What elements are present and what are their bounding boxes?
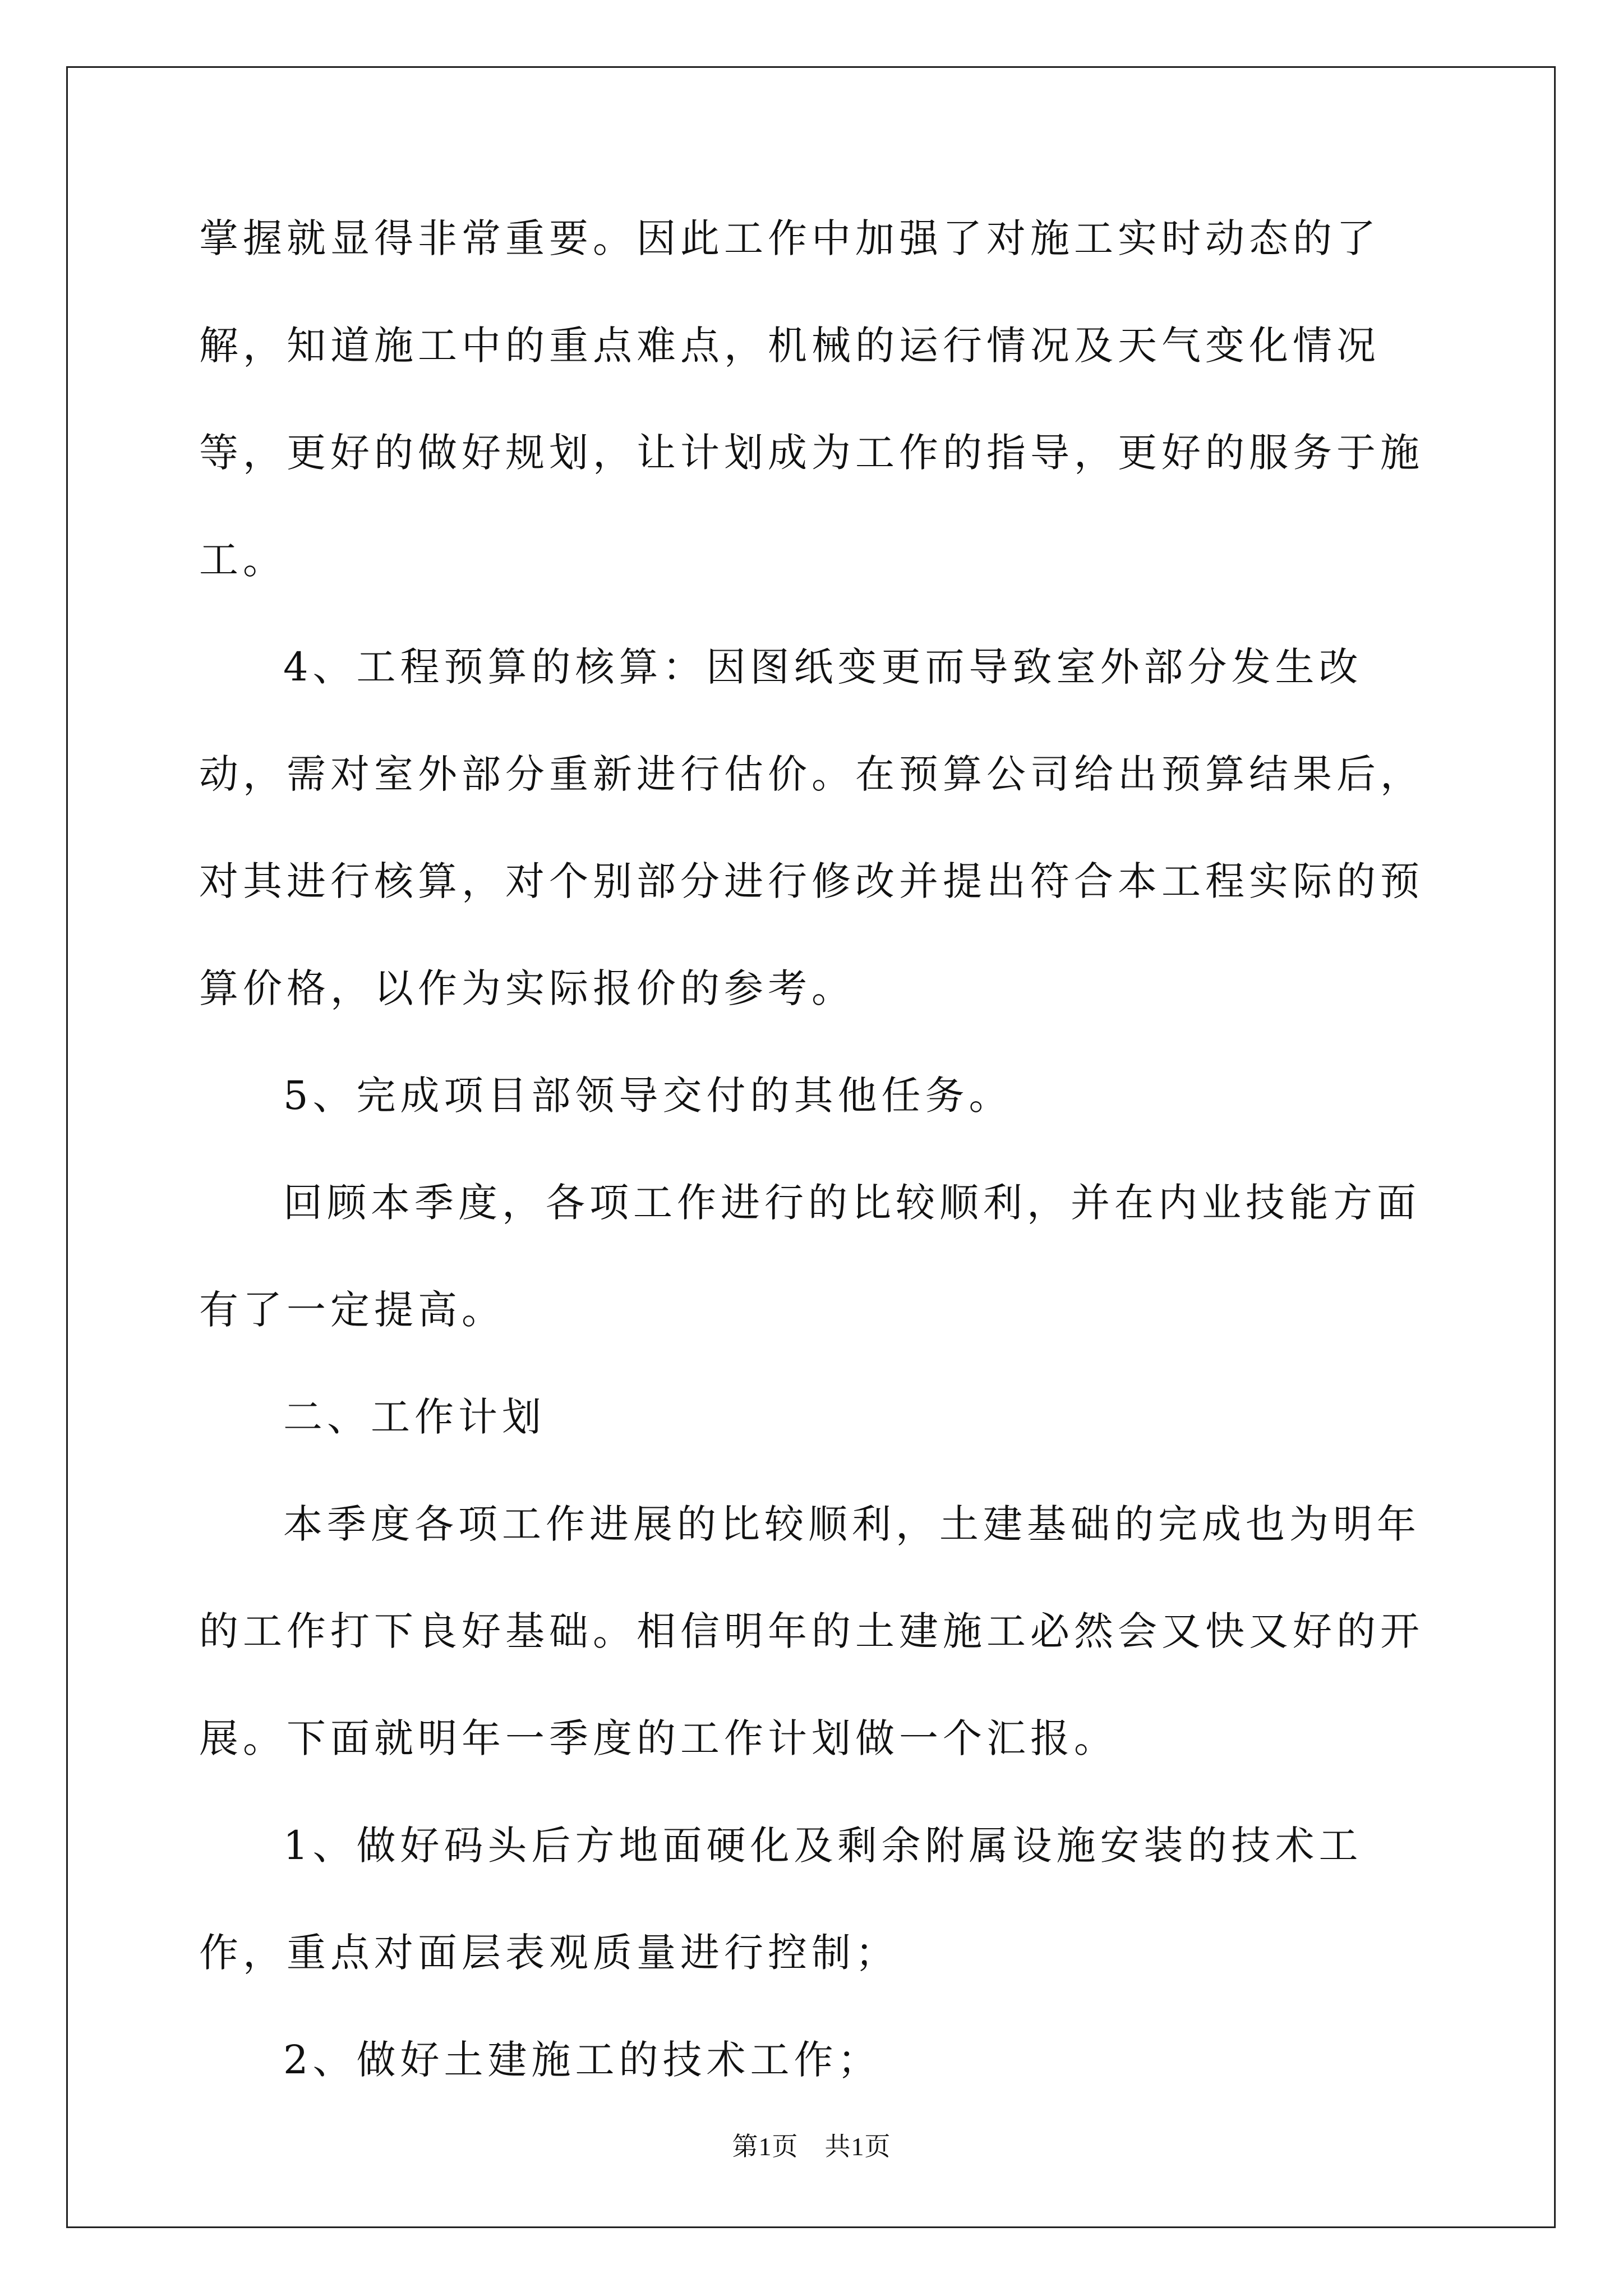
paragraph-plan-item-1: 1、做好码头后方地面硬化及剩余附属设施安装的技术工作，重点对面层表观质量进行控制； [199,1823,1363,1976]
paragraph-plan-item-2: 2、做好土建施工的技术工作； [283,2037,882,2083]
page-number: 第1页 共1页 [732,2132,891,2161]
document-body [199,185,1427,2114]
paragraph-continued: 掌握就显得非常重要。因此工作中加强了对施工实时动态的了解，知道施工中的重点难点，机械的运行情况及天气变化情况等，更好的做好规划，让计划成为工作的指导，更好的服务于施工。 [199,215,1424,583]
paragraph-other-tasks: 5、完成项目部领导交付的其他任务。 [283,1073,1013,1119]
paragraph-budget-check: 4、工程预算的核算：因图纸变更而导致室外部分发生改动，需对室外部分重新进行估价。在预算公司给出预算结果后，对其进行核算，对个别部分进行修改并提出符合本工程实际的预算价格，以作为实际报价的参考。 [199,644,1424,1011]
paragraph-review: 回顾本季度，各项工作进行的比较顺利，并在内业技能方面有了一定提高。 [199,1180,1421,1333]
section-heading-work-plan: 二、工作计划 [283,1394,546,1440]
paragraph-plan-intro: 本季度各项工作进展的比较顺利，土建基础的完成也为明年的工作打下良好基础。相信明年的土建施工必然会又快又好的开展。下面就明年一季度的工作计划做一个汇报。 [199,1501,1424,1761]
